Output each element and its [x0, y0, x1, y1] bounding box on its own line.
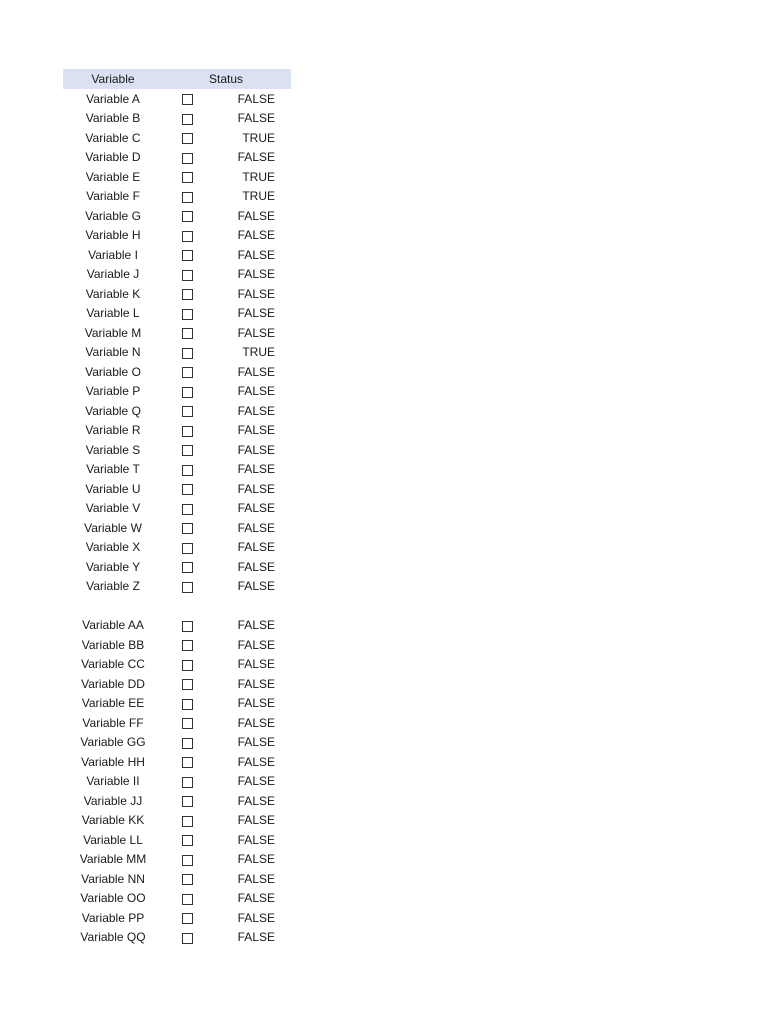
variable-name-cell: Variable X [85, 540, 141, 555]
table-row [63, 226, 291, 246]
variable-name-cell: Variable CC [81, 657, 145, 672]
table-row [63, 499, 291, 519]
variable-name-cell: Variable HH [81, 754, 145, 769]
status-column-header: Status [209, 72, 244, 86]
variable-name-cell: Variable JJ [83, 793, 143, 808]
table-row [63, 674, 291, 694]
table-row [63, 304, 291, 324]
status-checkbox[interactable] [182, 699, 193, 710]
status-table [63, 69, 291, 947]
status-value-cell: FALSE [237, 364, 275, 379]
variable-name-cell: Variable K [85, 286, 141, 301]
variable-name-cell: Variable M [84, 325, 142, 340]
table-row [63, 830, 291, 850]
table-row [63, 167, 291, 187]
status-value-cell: FALSE [237, 481, 275, 496]
variable-name-cell: Variable B [85, 111, 141, 126]
table-row [63, 343, 291, 363]
status-value-cell: FALSE [237, 442, 275, 457]
variable-name-cell: Variable II [86, 774, 140, 789]
status-checkbox[interactable] [182, 250, 193, 261]
status-value-cell: FALSE [237, 91, 275, 106]
status-value-cell: FALSE [237, 462, 275, 477]
status-checkbox[interactable] [182, 913, 193, 924]
variable-name-cell: Variable OO [80, 891, 146, 906]
status-checkbox[interactable] [182, 835, 193, 846]
status-value-cell: TRUE [242, 130, 275, 145]
status-value-cell: FALSE [237, 540, 275, 555]
status-checkbox[interactable] [182, 328, 193, 339]
status-value-cell: FALSE [237, 910, 275, 925]
status-checkbox[interactable] [182, 777, 193, 788]
status-checkbox[interactable] [182, 445, 193, 456]
status-value-cell: FALSE [237, 774, 275, 789]
status-checkbox[interactable] [182, 718, 193, 729]
status-value-cell: FALSE [237, 423, 275, 438]
status-value-cell: FALSE [237, 618, 275, 633]
table-row [63, 265, 291, 285]
table-row [63, 694, 291, 714]
status-value-cell: FALSE [237, 696, 275, 711]
variable-name-cell: Variable D [85, 150, 141, 165]
status-value-cell: FALSE [237, 891, 275, 906]
status-value-cell: FALSE [237, 384, 275, 399]
table-row [63, 908, 291, 928]
table-row [63, 869, 291, 889]
variable-name-cell: Variable FF [82, 715, 144, 730]
status-value-cell: FALSE [237, 403, 275, 418]
status-value-cell: FALSE [237, 793, 275, 808]
status-checkbox[interactable] [182, 816, 193, 827]
status-checkbox[interactable] [182, 133, 193, 144]
variable-name-cell: Variable I [88, 247, 138, 262]
table-row [63, 128, 291, 148]
status-checkbox[interactable] [182, 348, 193, 359]
status-checkbox[interactable] [182, 894, 193, 905]
table-row [63, 421, 291, 441]
variable-name-cell: Variable N [85, 345, 141, 360]
status-checkbox[interactable] [182, 874, 193, 885]
status-value-cell: FALSE [237, 559, 275, 574]
variable-name-cell: Variable QQ [80, 930, 146, 945]
table-row [63, 928, 291, 948]
variable-name-cell: Variable E [85, 169, 141, 184]
status-value-cell: FALSE [237, 813, 275, 828]
status-checkbox[interactable] [182, 543, 193, 554]
table-row [63, 577, 291, 597]
table-row [63, 733, 291, 753]
status-value-cell: FALSE [237, 832, 275, 847]
table-row [63, 557, 291, 577]
status-checkbox[interactable] [182, 387, 193, 398]
table-row [63, 382, 291, 402]
table-row [63, 518, 291, 538]
table-row [63, 889, 291, 909]
status-checkbox[interactable] [182, 679, 193, 690]
status-checkbox[interactable] [182, 94, 193, 105]
status-value-cell: FALSE [237, 247, 275, 262]
table-row [63, 245, 291, 265]
status-value-cell: TRUE [242, 169, 275, 184]
table-row [63, 362, 291, 382]
status-value-cell: TRUE [242, 345, 275, 360]
variable-name-cell: Variable O [85, 364, 141, 379]
status-value-cell: TRUE [242, 189, 275, 204]
variable-name-cell: Variable NN [81, 871, 145, 886]
status-value-cell: FALSE [237, 637, 275, 652]
variable-name-cell: Variable C [85, 130, 141, 145]
variable-name-cell: Variable A [86, 91, 140, 106]
variable-name-cell: Variable T [86, 462, 140, 477]
status-value-cell: FALSE [237, 676, 275, 691]
status-checkbox[interactable] [182, 738, 193, 749]
status-checkbox[interactable] [182, 640, 193, 651]
group-spacer-row [63, 596, 291, 616]
status-checkbox[interactable] [182, 211, 193, 222]
status-value-cell: FALSE [237, 228, 275, 243]
status-checkbox[interactable] [182, 855, 193, 866]
table-row [63, 850, 291, 870]
status-value-cell: FALSE [237, 520, 275, 535]
status-checkbox[interactable] [182, 406, 193, 417]
variable-column-header: Variable [91, 72, 135, 86]
status-checkbox[interactable] [182, 172, 193, 183]
status-checkbox[interactable] [182, 504, 193, 515]
status-checkbox[interactable] [182, 621, 193, 632]
table-row [63, 752, 291, 772]
status-checkbox[interactable] [182, 309, 193, 320]
status-value-cell: FALSE [237, 579, 275, 594]
status-value-cell: FALSE [237, 871, 275, 886]
status-checkbox[interactable] [182, 192, 193, 203]
table-row [63, 655, 291, 675]
status-value-cell: FALSE [237, 150, 275, 165]
variable-name-cell: Variable H [85, 228, 141, 243]
status-checkbox[interactable] [182, 231, 193, 242]
table-row [63, 791, 291, 811]
table-row [63, 284, 291, 304]
status-value-cell: FALSE [237, 208, 275, 223]
table-row [63, 772, 291, 792]
status-value-cell: FALSE [237, 306, 275, 321]
variable-name-cell: Variable P [85, 384, 141, 399]
table-row [63, 206, 291, 226]
status-checkbox[interactable] [182, 796, 193, 807]
status-value-cell: FALSE [237, 325, 275, 340]
table-row [63, 616, 291, 636]
status-checkbox[interactable] [182, 367, 193, 378]
status-checkbox[interactable] [182, 660, 193, 671]
status-checkbox[interactable] [182, 523, 193, 534]
status-value-cell: FALSE [237, 852, 275, 867]
status-checkbox[interactable] [182, 757, 193, 768]
variable-name-cell: Variable LL [83, 832, 143, 847]
variable-name-cell: Variable Y [85, 559, 141, 574]
variable-name-cell: Variable KK [81, 813, 145, 828]
variable-name-cell: Variable BB [81, 637, 145, 652]
table-header-row [63, 69, 291, 89]
variable-name-cell: Variable F [86, 189, 140, 204]
status-checkbox[interactable] [182, 562, 193, 573]
variable-name-cell: Variable PP [81, 910, 145, 925]
status-checkbox[interactable] [182, 270, 193, 281]
variable-name-cell: Variable R [85, 423, 141, 438]
table-row [63, 89, 291, 109]
table-row [63, 479, 291, 499]
status-checkbox[interactable] [182, 114, 193, 125]
table-row [63, 460, 291, 480]
variable-name-cell: Variable G [85, 208, 141, 223]
variable-name-cell: Variable S [85, 442, 141, 457]
status-checkbox[interactable] [182, 289, 193, 300]
status-checkbox[interactable] [182, 426, 193, 437]
table-row [63, 440, 291, 460]
status-value-cell: FALSE [237, 735, 275, 750]
table-body [63, 89, 291, 947]
table-row [63, 148, 291, 168]
table-row [63, 538, 291, 558]
variable-name-cell: Variable L [86, 306, 140, 321]
table-row [63, 713, 291, 733]
status-checkbox[interactable] [182, 465, 193, 476]
table-row [63, 401, 291, 421]
status-checkbox[interactable] [182, 484, 193, 495]
status-checkbox[interactable] [182, 582, 193, 593]
variable-name-cell: Variable V [85, 501, 141, 516]
variable-name-cell: Variable W [84, 520, 142, 535]
variable-name-cell: Variable U [85, 481, 141, 496]
table-row [63, 109, 291, 129]
status-value-cell: FALSE [237, 754, 275, 769]
status-checkbox[interactable] [182, 153, 193, 164]
status-value-cell: FALSE [237, 930, 275, 945]
status-value-cell: FALSE [237, 267, 275, 282]
variable-name-cell: Variable GG [80, 735, 146, 750]
variable-name-cell: Variable MM [79, 852, 147, 867]
status-value-cell: FALSE [237, 286, 275, 301]
table-row [63, 323, 291, 343]
variable-name-cell: Variable Z [86, 579, 140, 594]
variable-name-cell: Variable J [86, 267, 140, 282]
table-row [63, 635, 291, 655]
table-row [63, 811, 291, 831]
variable-name-cell: Variable Q [85, 403, 141, 418]
variable-name-cell: Variable DD [81, 676, 145, 691]
status-value-cell: FALSE [237, 657, 275, 672]
variable-name-cell: Variable AA [82, 618, 144, 633]
status-value-cell: FALSE [237, 715, 275, 730]
variable-name-cell: Variable EE [81, 696, 145, 711]
table-row [63, 187, 291, 207]
status-value-cell: FALSE [237, 501, 275, 516]
status-value-cell: FALSE [237, 111, 275, 126]
status-checkbox[interactable] [182, 933, 193, 944]
